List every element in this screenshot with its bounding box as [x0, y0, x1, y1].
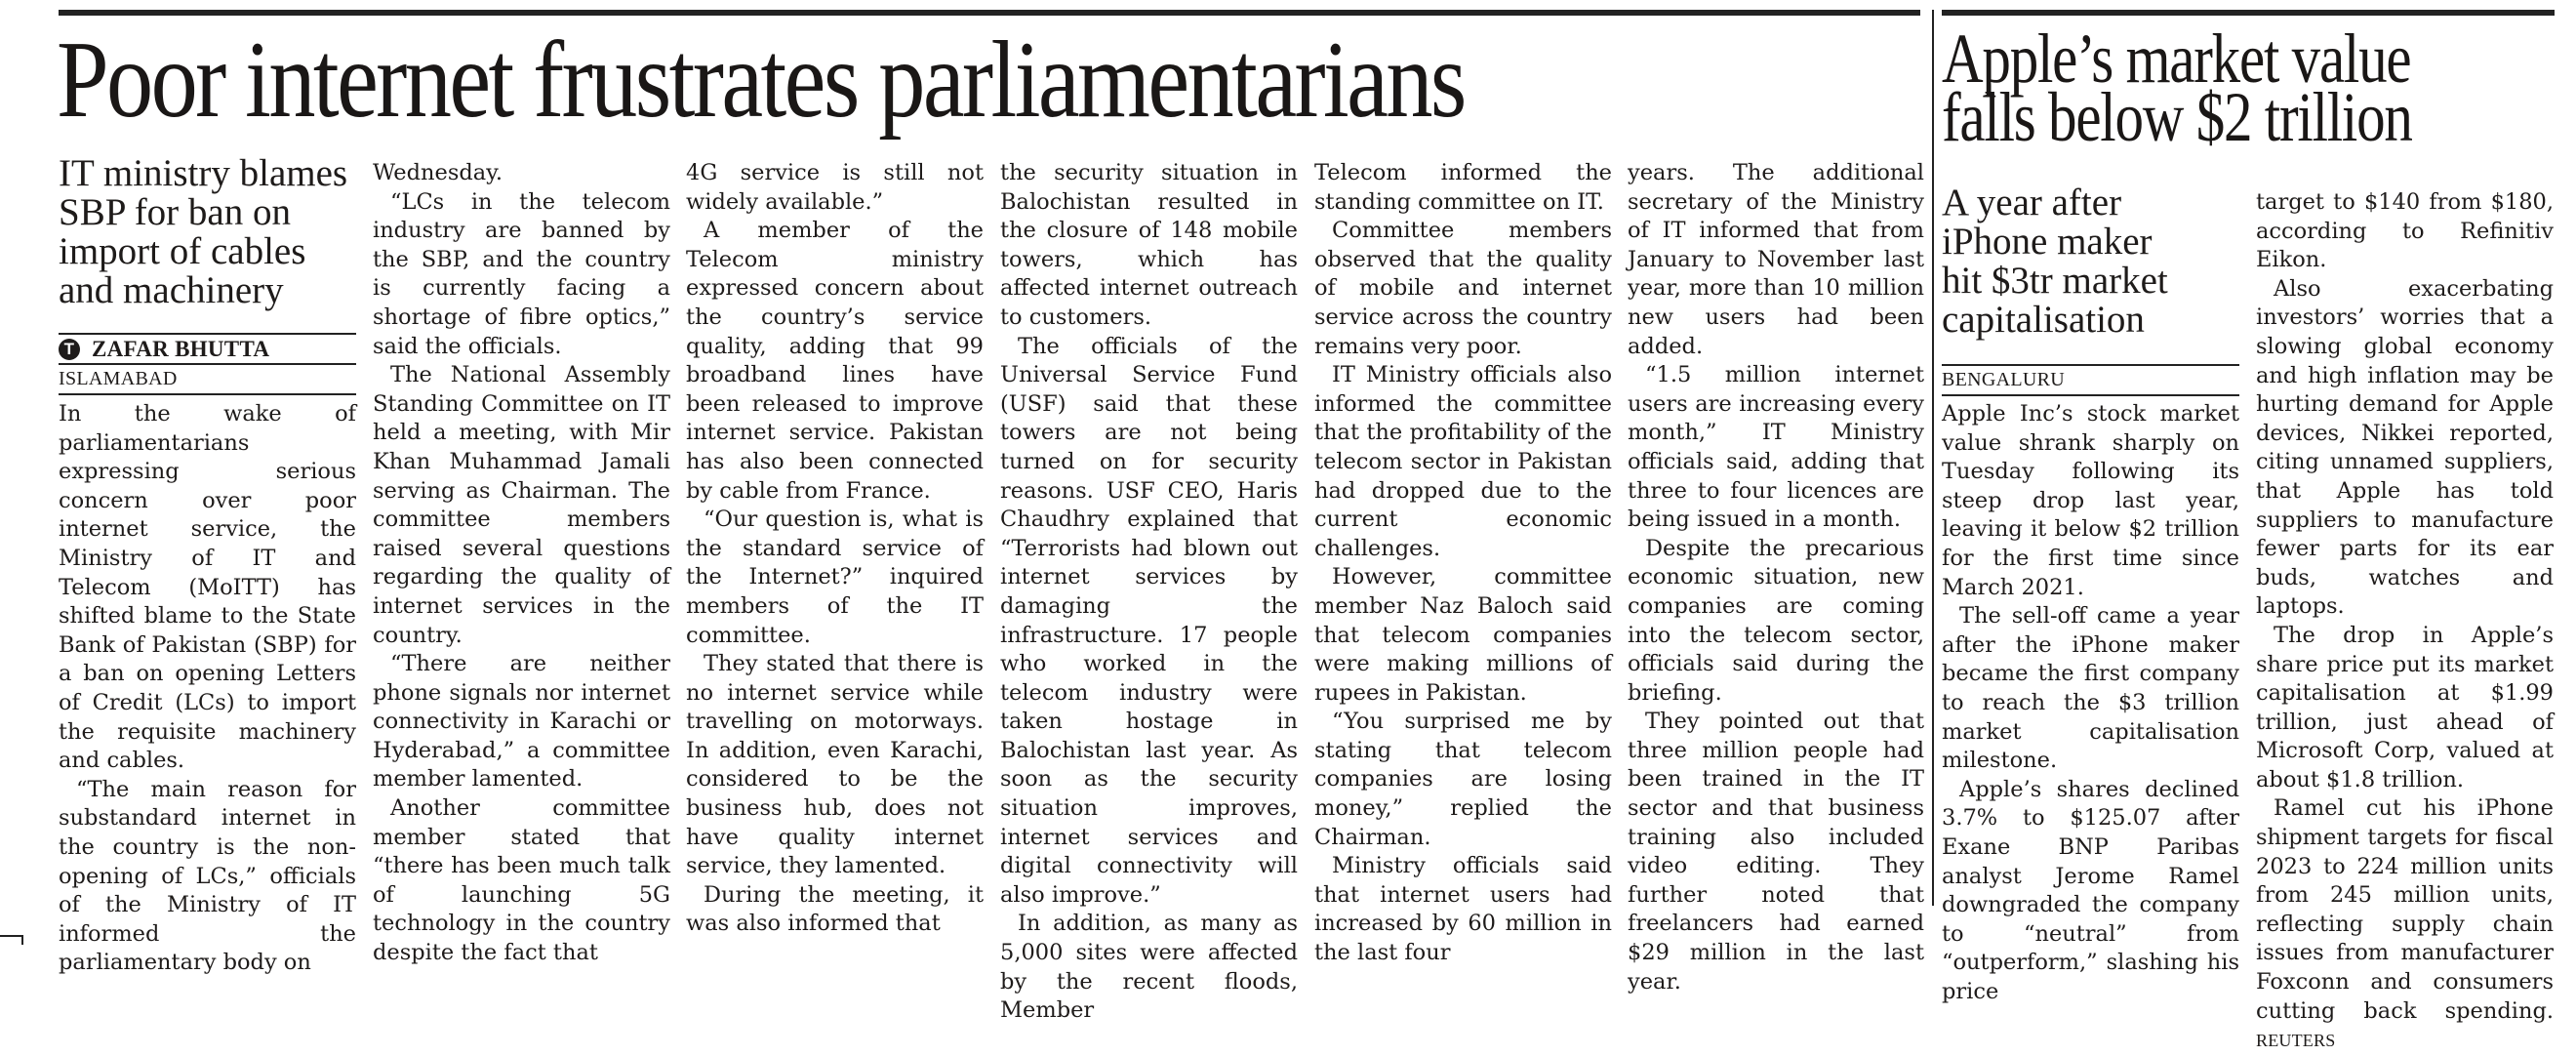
dateline: ISLAMABAD: [59, 368, 178, 389]
tribune-logo-icon: T: [59, 339, 80, 360]
paragraph: the security situation in Balochistan resulted in the closure of 148 mobile towers, which has affected internet outreach to customers.: [1000, 160, 1298, 330]
paragraph: In addition, as many as 5,000 sites were affected by the recent floods, Member: [1000, 911, 1298, 1024]
main-column-2: [373, 159, 670, 968]
crop-mark: [0, 935, 23, 945]
deck-line: import of cables: [59, 230, 306, 272]
deck-line: SBP for ban on: [59, 191, 291, 233]
paragraph: Apple Inc’s stock market value shrank sharply on Tuesday following its steep drop last year, leaving it below $2 trillion for the first time since March 2021.: [1942, 401, 2239, 600]
dateline-row: [59, 363, 356, 395]
paragraph: years. The additional secretary of the Ministry of IT informed that from January to November last year, more than 10 million new users had been added.: [1628, 160, 1924, 359]
paragraph: IT Ministry officials also informed the committee that the profitability of the telecom sector in Pakistan had dropped due to the current economic challenges.: [1314, 362, 1612, 561]
paragraph: They pointed out that three million people had been trained in the IT sector and that business training also included video editing. They further noted that freelancers had earned $29 million in the last year.: [1628, 709, 1924, 995]
deck-line: capitalisation: [1942, 299, 2145, 341]
side-column-2: [2256, 188, 2554, 1056]
paragraph: The officials of the Universal Service Fund (USF) said that these towers are not being turned on for security reasons. USF CEO, Haris Chaudhry explained that “Terrorists had blown out internet services by damaging the infrastructure. 17 people who worked in the telecom industry were taken hostage in Balochistan last year. As soon as the security situation improves, internet services and digital connectivity will also improve.”: [1000, 333, 1298, 908]
main-column-3: [686, 159, 984, 939]
side-column-1: [1942, 400, 2239, 1006]
side-deck: [1942, 183, 2234, 340]
paragraph: The National Assembly Standing Committee on IT held a meeting, with Mir Khan Muhammad Jamali serving as Chairman. The committee members raised several questions regarding the quality of internet services in the country.: [373, 362, 670, 648]
deck-line: iPhone maker: [1942, 221, 2153, 263]
paragraph: Committee members observed that the quality of mobile and internet service across the country remains very poor.: [1314, 218, 1612, 359]
paragraph-text: Ramel cut his iPhone shipment targets for fiscal 2023 to 224 million units from 245 million units, reflecting supply chain issues from manufacturer Foxconn and consumers cutting back spending.: [2256, 795, 2554, 1024]
byline-block: [59, 333, 356, 395]
paragraph: In the wake of parliamentarians expressing serious concern over poor internet service, the Ministry of IT and Telecom (MoITT) has shifted blame to the State Bank of Pakistan (SBP) for a ban on opening Letters of Credit (LCs) to import the requisite machinery and cables.: [59, 401, 356, 774]
paragraph: 4G service is still not widely available.”: [686, 160, 984, 215]
paragraph: “You surprised me by stating that telecom companies are losing money,” replied the Chairman.: [1314, 709, 1612, 850]
article-divider: [1932, 10, 1934, 906]
side-article-top-rule: [1942, 10, 2555, 16]
paragraph: “Our question is, what is the standard service of the Internet?” inquired members of the IT committee.: [686, 507, 984, 648]
side-headline: [1942, 20, 2412, 156]
side-dateline-block: [1942, 364, 2239, 396]
deck-line: A year after: [1942, 182, 2122, 223]
main-deck: [59, 154, 361, 310]
deck-line: and machinery: [59, 269, 284, 311]
paragraph: “The main reason for substandard internet in the country is the non-opening of LCs,” officials of the Ministry of IT informed the parliamentary body on: [59, 776, 356, 976]
deck-line: IT ministry blames: [59, 152, 348, 194]
paragraph: [2256, 794, 2554, 1055]
main-column-4: [1000, 159, 1298, 1026]
paragraph: target to $140 from $180, according to Refinitiv Eikon.: [2256, 189, 2554, 273]
source-credit: REUTERS: [2256, 1031, 2336, 1051]
side-headline-line: falls below $2 trillion: [1942, 78, 2412, 156]
paragraph: “LCs in the telecom industry are banned by the SBP, and the country is currently facing a shortage of fibre optics,” said the officials.: [373, 188, 670, 359]
main-column-6: [1628, 159, 1924, 996]
dateline: BENGALURU: [1942, 369, 2066, 390]
paragraph: Despite the precarious economic situation, new companies are coming into the telecom sector, officials said during the briefing.: [1628, 535, 1924, 706]
deck-line: hit $3tr market: [1942, 260, 2168, 302]
main-headline: Poor internet frustrates parliamentarians: [57, 20, 1465, 141]
byline-author[interactable]: ZAFAR BHUTTA: [92, 336, 270, 361]
paragraph: They stated that there is no internet service while travelling on motorways. In addition, even Karachi, considered to be the business hub, does not have quality internet service, they lamented.: [686, 651, 984, 879]
paragraph: Telecom informed the standing committee on IT.: [1314, 160, 1612, 215]
paragraph: The sell-off came a year after the iPhone maker became the first company to reach the $3 trillion market capitalisation milestone.: [1942, 603, 2239, 774]
paragraph: However, committee member Naz Baloch said that telecom companies were making millions of rupees in Pakistan.: [1314, 564, 1612, 706]
paragraph: During the meeting, it was also informed that: [686, 881, 984, 937]
paragraph: Also exacerbating investors’ worries that a slowing global economy and high inflation may be hurting demand for Apple devices, Nikkei reported, citing unnamed suppliers, that Apple has told suppliers to manufacture fewer parts for its ear buds, watches and laptops.: [2256, 275, 2554, 620]
paragraph: A member of the Telecom ministry expressed concern about the country’s service quality, adding that 99 broadband lines have been released to improve internet service. Pakistan has also been connected by cable from France.: [686, 218, 984, 504]
byline-row: [59, 333, 356, 363]
dateline-row: [1942, 364, 2239, 396]
paragraph: “1.5 million internet users are increasing every month,” IT Ministry officials said, adding that three to four licences are being issued in a month.: [1628, 362, 1924, 533]
paragraph: Ministry officials said that internet users had increased by 60 million in the last four: [1314, 853, 1612, 966]
paragraph: The drop in Apple’s share price put its market capitalisation at $1.99 trillion, just ahead of Microsoft Corp, valued at about $1.8 trillion.: [2256, 622, 2554, 792]
main-column-5: [1314, 159, 1612, 968]
paragraph: “There are neither phone signals nor internet connectivity in Karachi or Hyderabad,” a committee member lamented.: [373, 651, 670, 792]
paragraph: Another committee member stated that “there has been much talk of launching 5G technology in the country despite the fact that: [373, 795, 670, 966]
main-column-1: [59, 400, 356, 978]
paragraph: Apple’s shares declined 3.7% to $125.07 after Exane BNP Paribas analyst Jerome Ramel downgraded the company to “neutral” from “outperform,” slashing his price: [1942, 776, 2239, 1004]
paragraph: Wednesday.: [373, 160, 503, 185]
main-article-top-rule: [59, 10, 1920, 16]
side-headline-line: Apple’s market value: [1942, 20, 2411, 98]
